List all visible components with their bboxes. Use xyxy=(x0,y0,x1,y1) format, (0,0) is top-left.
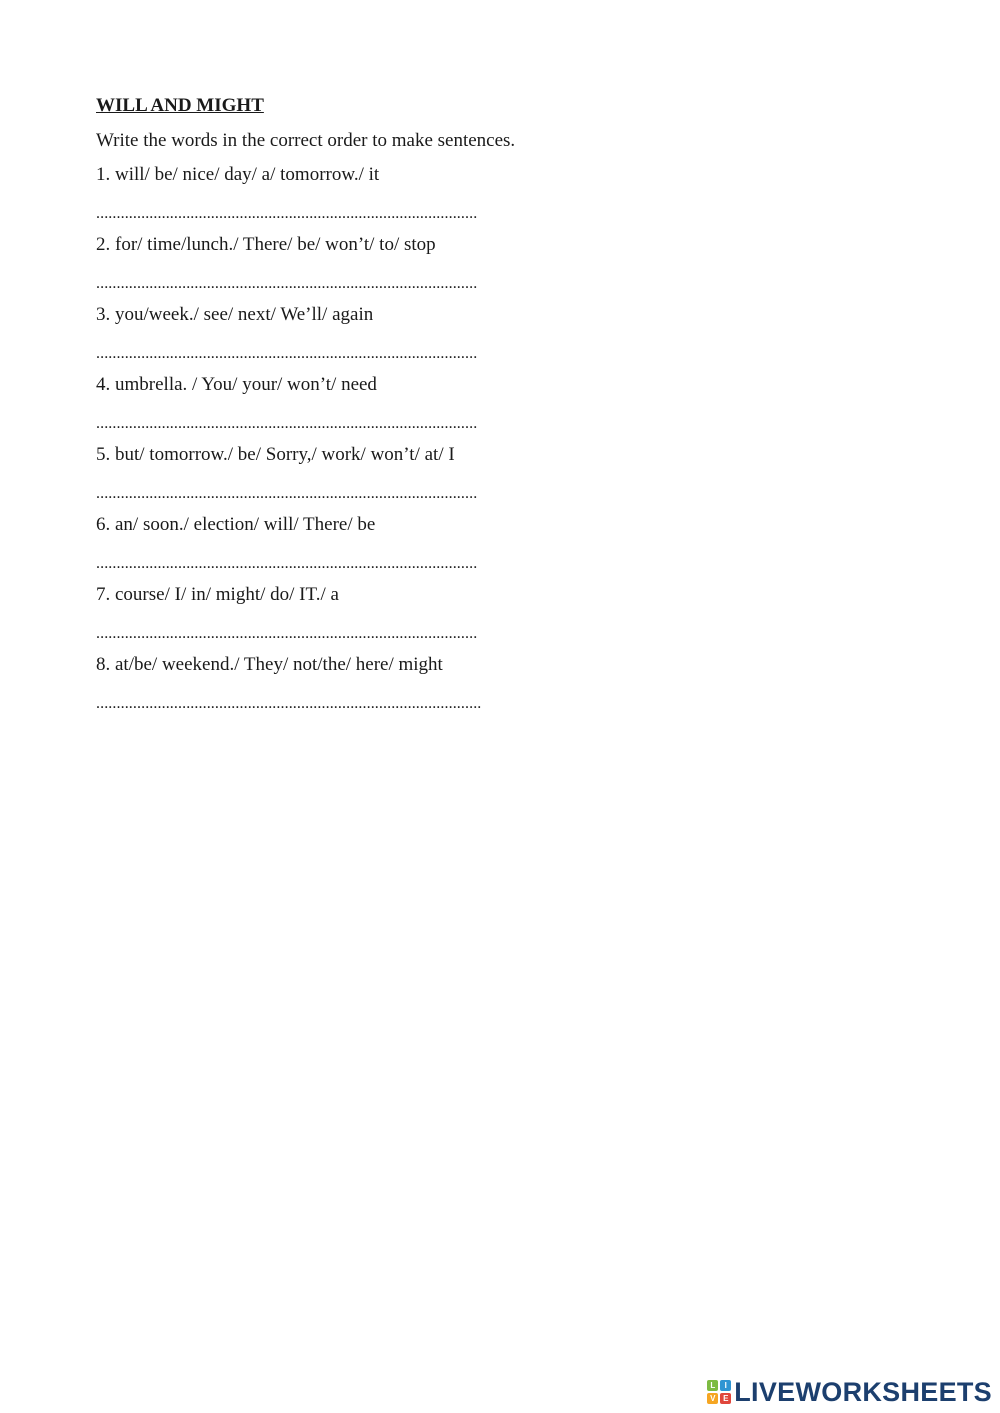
answer-line[interactable]: .............................................................................................. xyxy=(96,695,482,712)
liveworksheets-logo[interactable] xyxy=(707,1377,992,1407)
logo-tile: L xyxy=(707,1380,718,1391)
worksheet-title: WILL AND MIGHT xyxy=(96,95,264,116)
question-item xyxy=(96,511,716,575)
answer-line[interactable]: ............................................................................................. xyxy=(96,275,478,292)
question-text: 6. an/ soon./ election/ will/ There/ be xyxy=(96,514,376,535)
question-text: 8. at/be/ weekend./ They/ not/the/ here/ might xyxy=(96,654,443,675)
question-text: 4. umbrella. / You/ your/ won’t/ need xyxy=(96,374,377,395)
instruction-text: Write the words in the correct order to make sentences. xyxy=(96,130,516,151)
logo-tile: V xyxy=(707,1393,718,1404)
question-item xyxy=(96,161,716,225)
answer-line[interactable]: ............................................................................................. xyxy=(96,415,478,432)
answer-line[interactable]: ............................................................................................. xyxy=(96,555,478,572)
question-item xyxy=(96,371,716,435)
question-text: 3. you/week./ see/ next/ We’ll/ again xyxy=(96,304,374,325)
answer-line[interactable]: ............................................................................................. xyxy=(96,485,478,502)
question-item xyxy=(96,651,716,715)
question-text: 1. will/ be/ nice/ day/ a/ tomorrow./ it xyxy=(96,164,380,185)
question-text: 5. but/ tomorrow./ be/ Sorry,/ work/ won’t/ at/ I xyxy=(96,444,455,465)
logo-tile: I xyxy=(720,1380,731,1391)
question-text: 7. course/ I/ in/ might/ do/ IT./ a xyxy=(96,584,339,605)
question-item xyxy=(96,231,716,295)
answer-line[interactable]: ............................................................................................. xyxy=(96,205,478,222)
answer-line[interactable]: ............................................................................................. xyxy=(96,345,478,362)
question-item xyxy=(96,301,716,365)
question-item xyxy=(96,441,716,505)
logo-mark-icon xyxy=(707,1380,731,1404)
logo-tile: E xyxy=(720,1393,731,1404)
question-item xyxy=(96,581,716,645)
question-text: 2. for/ time/lunch./ There/ be/ won’t/ to/ stop xyxy=(96,234,436,255)
worksheet xyxy=(96,92,716,715)
logo-text: LIVEWORKSHEETS xyxy=(734,1377,992,1407)
answer-line[interactable]: ............................................................................................. xyxy=(96,625,478,642)
